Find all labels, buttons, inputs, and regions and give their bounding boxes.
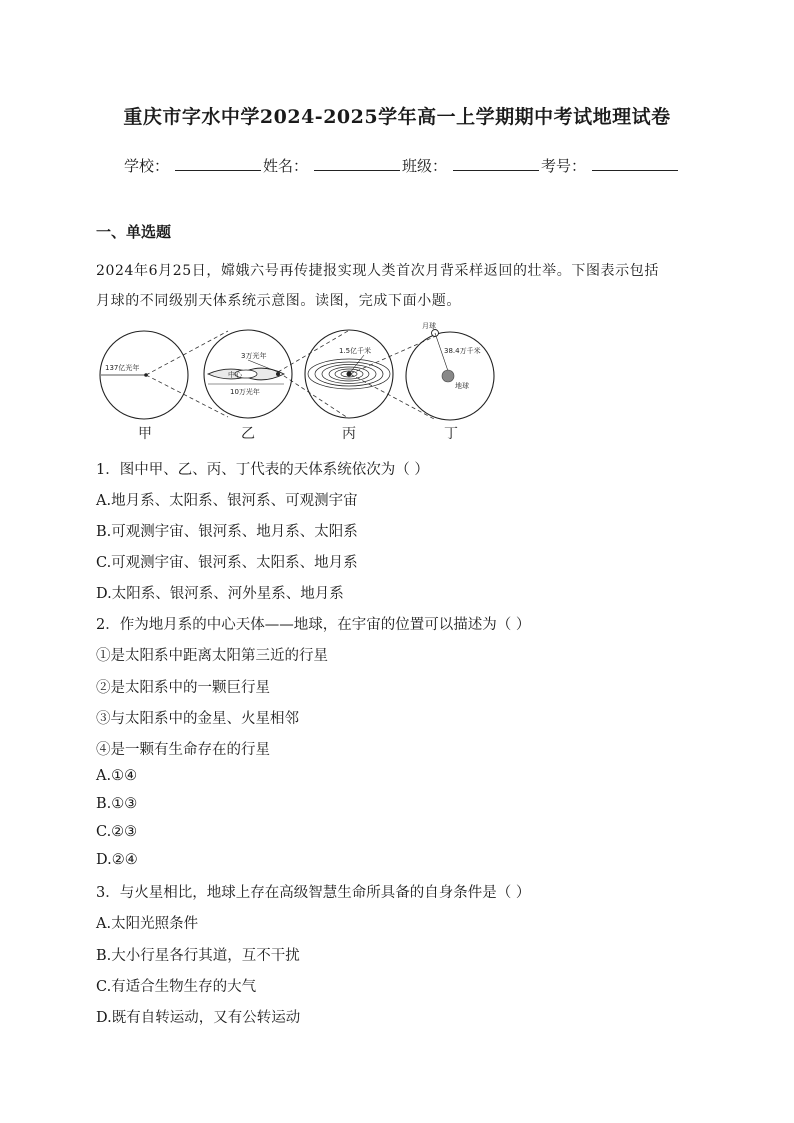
panel-jia-label: 甲	[138, 426, 152, 442]
panel-yi-annotation-diameter: 10万光年	[230, 388, 260, 396]
question-3-option-b: B.大小行星各行其道，互不干扰	[96, 948, 300, 964]
panel-yi-label: 乙	[241, 426, 255, 442]
school-blank	[175, 154, 261, 171]
question-2-option-d: D.②④	[96, 852, 138, 868]
panel-ding-label: 丁	[444, 426, 458, 442]
panel-ding-annotation-earth: 地球	[455, 382, 469, 390]
question-2-stem: 2．作为地月系的中心天体——地球，在宇宙的位置可以描述为（ ）	[96, 617, 531, 633]
panel-yi-annotation-center: 中心	[228, 371, 242, 379]
panel-ding-annotation-moon: 月球	[422, 322, 436, 330]
question-1-option-b: B.可观测宇宙、银河系、地月系、太阳系	[96, 524, 358, 540]
student-info-row	[124, 154, 680, 176]
question-2-statement-2: ②是太阳系中的一颗巨行星	[96, 680, 270, 696]
exam-title: 重庆市字水中学2024-2025学年高一上学期期中考试地理试卷	[123, 106, 671, 128]
question-1-option-c: C.可观测宇宙、银河系、太阳系、地月系	[96, 555, 358, 571]
celestial-systems-figure	[96, 318, 500, 448]
question-2-statement-1: ①是太阳系中距离太阳第三近的行星	[96, 648, 328, 664]
name-label: 姓名：	[263, 157, 309, 175]
panel-yi-annotation-distance: 3万光年	[241, 352, 267, 360]
school-label: 学校：	[124, 157, 170, 175]
panel-jia-center	[144, 373, 148, 377]
name-blank	[314, 154, 400, 171]
question-3-option-a: A.太阳光照条件	[96, 916, 199, 932]
question-2-statement-4: ④是一颗有生命存在的行星	[96, 742, 270, 758]
sun-position-dot	[276, 372, 280, 376]
intro-line-1: 2024年6月25日，嫦娥六号再传捷报实现人类首次月背采样返回的壮举。下图表示包括	[96, 263, 659, 279]
panel-bing-label: 丙	[342, 426, 356, 442]
earth-dot	[442, 370, 454, 382]
question-1-option-a: A.地月系、太阳系、银河系、可观测宇宙	[96, 493, 358, 509]
panel-bing-annotation: 1.5亿千米	[339, 347, 372, 355]
section-title: 一、单选题	[96, 223, 172, 241]
intro-line-2: 月球的不同级别天体系统示意图。读图，完成下面小题。	[96, 293, 461, 309]
question-2-statement-3: ③与太阳系中的金星、火星相邻	[96, 711, 299, 727]
class-blank	[453, 154, 539, 171]
exam-number-label: 考号：	[541, 157, 587, 175]
panel-ding-annotation-distance: 38.4万千米	[444, 347, 481, 355]
question-3-option-d: D.既有自转运动，又有公转运动	[96, 1010, 301, 1026]
exam-number-blank	[592, 154, 678, 171]
question-1-option-d: D.太阳系、银河系、河外星系、地月系	[96, 586, 344, 602]
question-1-stem: 1．图中甲、乙、丙、丁代表的天体系统依次为（ ）	[96, 462, 429, 478]
panel-jia-annotation: 137亿光年	[105, 364, 140, 372]
question-2-option-b: B.①③	[96, 796, 138, 812]
question-3-option-c: C.有适合生物生存的大气	[96, 979, 257, 995]
question-2-option-a: A.①④	[96, 768, 138, 784]
question-2-option-c: C.②③	[96, 824, 138, 840]
class-label: 班级：	[402, 157, 448, 175]
question-3-stem: 3．与火星相比，地球上存在高级智慧生命所具备的自身条件是（ ）	[96, 885, 531, 901]
